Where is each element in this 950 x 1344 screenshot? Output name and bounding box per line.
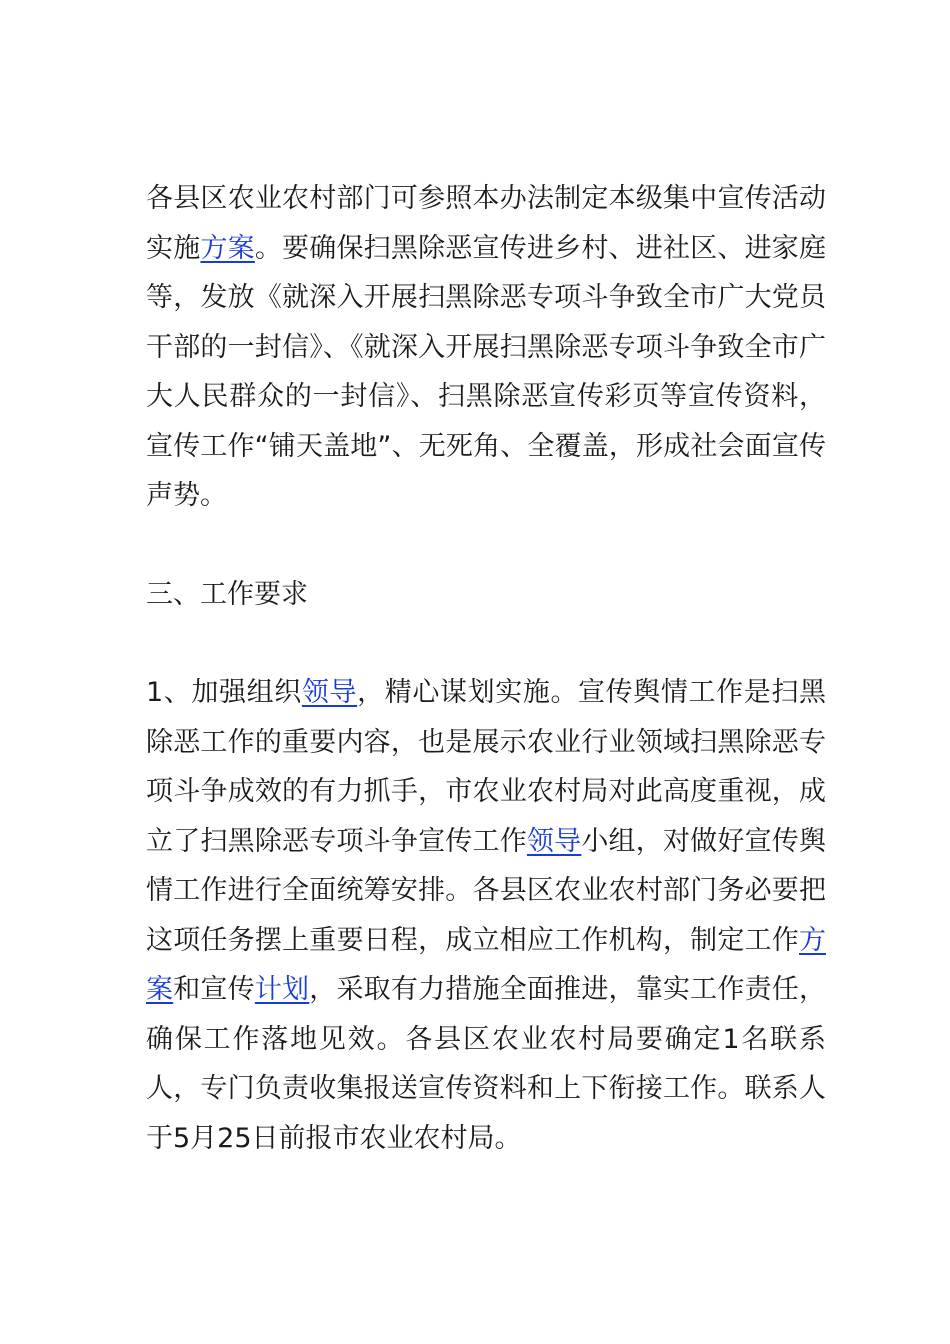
paragraph-text: ，精心谋划实施。宣传舆情工作是扫黑除恶工作的重要内容，也是展示农业行业领域扫黑除恶专项斗争成效的有力抓手，市农业农村局对此高度重视，成立了扫黑除恶专项斗争宣传工作 [146,677,826,857]
link-plan[interactable]: 方案 [146,924,826,1005]
paragraph-text: ，采取有力措施全面推进，靠实工作责任，确保工作落地见效。各县区农业农村局要确定1名联系人，专门负责收集报送宣传资料和上下衔接工作。联系人于5月25日前报市农业农村局。 [146,974,827,1154]
section-heading-work-requirements [146,570,826,620]
document-body [146,174,826,1163]
link-schedule[interactable]: 计划 [254,974,310,1005]
heading-text: 三、工作要求 [146,578,308,610]
link-leadership[interactable]: 领导 [301,677,358,708]
link-plan[interactable]: 方案 [200,232,255,264]
paragraph-text: 1、加强组织 [146,677,302,708]
paragraph-publicity-activities [146,174,826,521]
paragraph-strengthen-leadership [146,668,826,1163]
paragraph-text: 和宣传 [173,974,255,1005]
paragraph-text: 。要确保扫黑除恶宣传进乡村、进社区、进家庭等，发放《就深入开展扫黑除恶专项斗争致全市广大党员干部的一封信》、《就深入开展扫黑除恶专项斗争致全市广大人民群众的一封信》、扫黑除恶宣传彩页等宣传资料，宣传工作“铺天盖地”、无死角、全覆盖，形成社会面宣传声势。 [146,232,827,511]
paragraph-text: 各县区农业农村部门可参照本办法制定本级集中宣传活动实施 [146,183,826,264]
paragraph-text: 小组，对做好宣传舆情工作进行全面统筹安排。各县区农业农村部门务必要把这项任务摆上重要日程，成立相应工作机构，制定工作 [146,825,827,956]
link-leadership[interactable]: 领导 [526,825,582,857]
